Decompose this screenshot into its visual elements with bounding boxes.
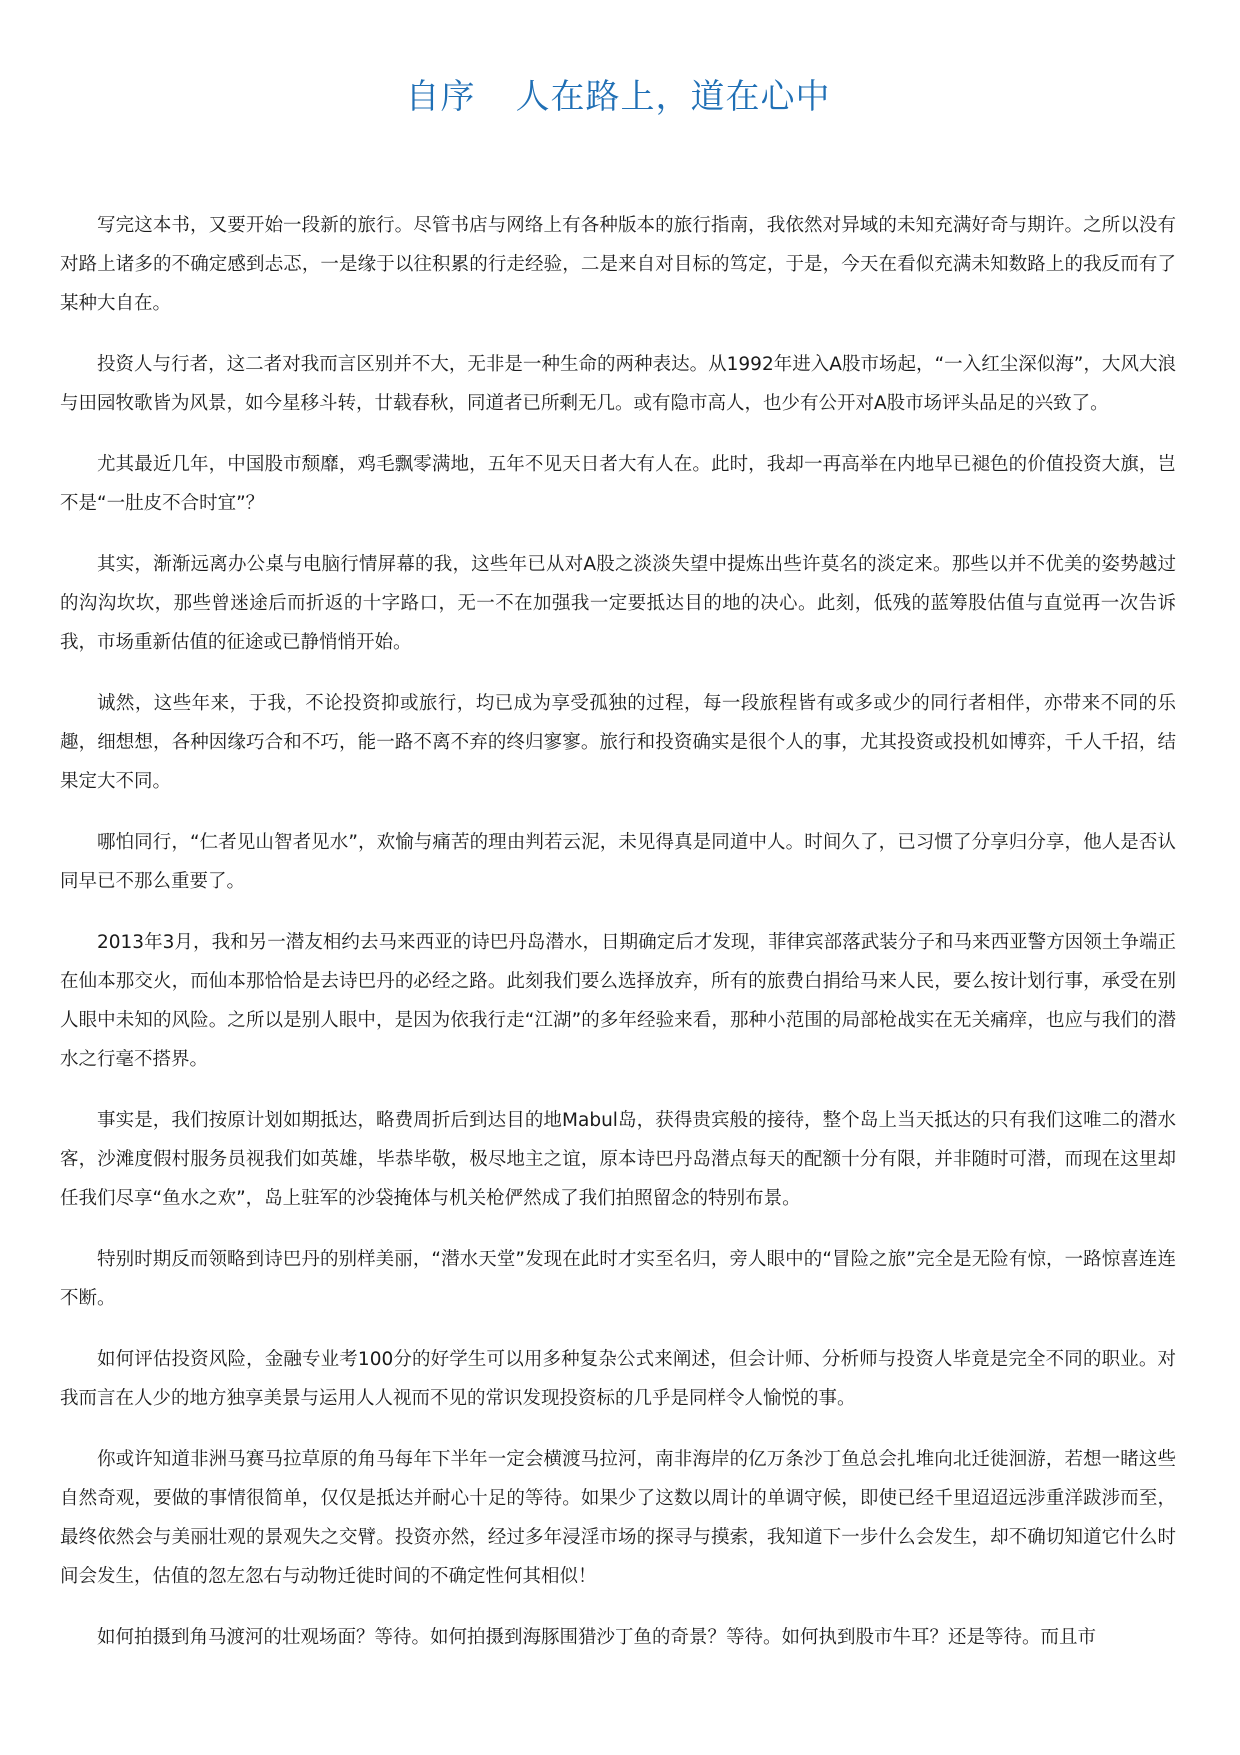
page-title xyxy=(60,74,1176,120)
paragraph: 如何评估投资风险，金融专业考100分的好学生可以用多种复杂公式来阐述，但会计师、分析师与投资人毕竟是完全不同的职业。对我而言在人少的地方独享美景与运用人人视而不见的常识发现投资标的几乎是同样令人愉悦的事。 xyxy=(60,1349,1176,1409)
paragraph: 你或许知道非洲马赛马拉草原的角马每年下半年一定会横渡马拉河，南非海岸的亿万条沙丁鱼总会扎堆向北迁徙洄游，若想一睹这些自然奇观，要做的事情很简单，仅仅是抵达并耐心十足的等待。如果少了这数以周计的单调守候，即使已经千里迢迢远涉重洋跋涉而至，最终依然会与美丽壮观的景观失之交臂。投资亦然，经过多年浸淫市场的探寻与摸索，我知道下一步什么会发生，却不确切知道它什么时间会发生，估值的忽左忽右与动物迁徙时间的不确定性何其相似！ xyxy=(60,1449,1176,1587)
body-content xyxy=(60,206,1176,1657)
paragraph: 尤其最近几年，中国股市颓靡，鸡毛飘零满地，五年不见天日者大有人在。此时，我却一再高举在内地早已褪色的价值投资大旗，岂不是“一肚皮不合时宜”？ xyxy=(60,454,1176,514)
title-part-1: 自序 xyxy=(405,77,476,117)
paragraph: 2013年3月，我和另一潜友相约去马来西亚的诗巴丹岛潜水，日期确定后才发现，菲律宾部落武装分子和马来西亚警方因领土争端正在仙本那交火，而仙本那恰恰是去诗巴丹的必经之路。此刻我们要么选择放弃，所有的旅费白捐给马来人民，要么按计划行事，承受在别人眼中未知的风险。之所以是别人眼中，是因为依我行走“江湖”的多年经验来看，那种小范围的局部枪战实在无关痛痒，也应与我们的潜水之行毫不搭界。 xyxy=(60,932,1176,1070)
paragraph: 诚然，这些年来，于我，不论投资抑或旅行，均已成为享受孤独的过程，每一段旅程皆有或多或少的同行者相伴，亦带来不同的乐趣，细想想，各种因缘巧合和不巧，能一路不离不弃的终归寥寥。旅行和投资确实是很个人的事，尤其投资或投机如博弈，千人千招，结果定大不同。 xyxy=(60,693,1176,792)
paragraph: 其实，渐渐远离办公桌与电脑行情屏幕的我，这些年已从对A股之淡淡失望中提炼出些许莫名的淡定来。那些以并不优美的姿势越过的沟沟坎坎，那些曾迷途后而折返的十字路口，无一不在加强我一定要抵达目的地的决心。此刻，低残的蓝筹股估值与直觉再一次告诉我，市场重新估值的征途或已静悄悄开始。 xyxy=(60,554,1176,653)
paragraph: 写完这本书，又要开始一段新的旅行。尽管书店与网络上有各种版本的旅行指南，我依然对异域的未知充满好奇与期许。之所以没有对路上诸多的不确定感到忐忑，一是缘于以往积累的行走经验，二是来自对目标的笃定，于是，今天在看似充满未知数路上的我反而有了某种大自在。 xyxy=(60,215,1176,314)
title-part-2: 人在路上，道在心中 xyxy=(515,77,831,117)
paragraph: 特别时期反而领略到诗巴丹的别样美丽，“潜水天堂”发现在此时才实至名归，旁人眼中的“冒险之旅”完全是无险有惊，一路惊喜连连不断。 xyxy=(60,1249,1176,1309)
paragraph: 投资人与行者，这二者对我而言区别并不大，无非是一种生命的两种表达。从1992年进入A股市场起，“一入红尘深似海”，大风大浪与田园牧歌皆为风景，如今星移斗转，廿载春秋，同道者已所剩无几。或有隐市高人，也少有公开对A股市场评头品足的兴致了。 xyxy=(60,354,1176,414)
paragraph: 事实是，我们按原计划如期抵达，略费周折后到达目的地Mabul岛，获得贵宾般的接待，整个岛上当天抵达的只有我们这唯二的潜水客，沙滩度假村服务员视我们如英雄，毕恭毕敬，极尽地主之谊，原本诗巴丹岛潜点每天的配额十分有限，并非随时可潜，而现在这里却任我们尽享“鱼水之欢”，岛上驻军的沙袋掩体与机关枪俨然成了我们拍照留念的特别布景。 xyxy=(60,1110,1176,1209)
paragraph: 哪怕同行，“仁者见山智者见水”，欢愉与痛苦的理由判若云泥，未见得真是同道中人。时间久了，已习惯了分享归分享，他人是否认同早已不那么重要了。 xyxy=(60,832,1176,892)
paragraph: 如何拍摄到角马渡河的壮观场面？等待。如何拍摄到海豚围猎沙丁鱼的奇景？等待。如何执到股市牛耳？还是等待。而且市 xyxy=(97,1627,1097,1648)
